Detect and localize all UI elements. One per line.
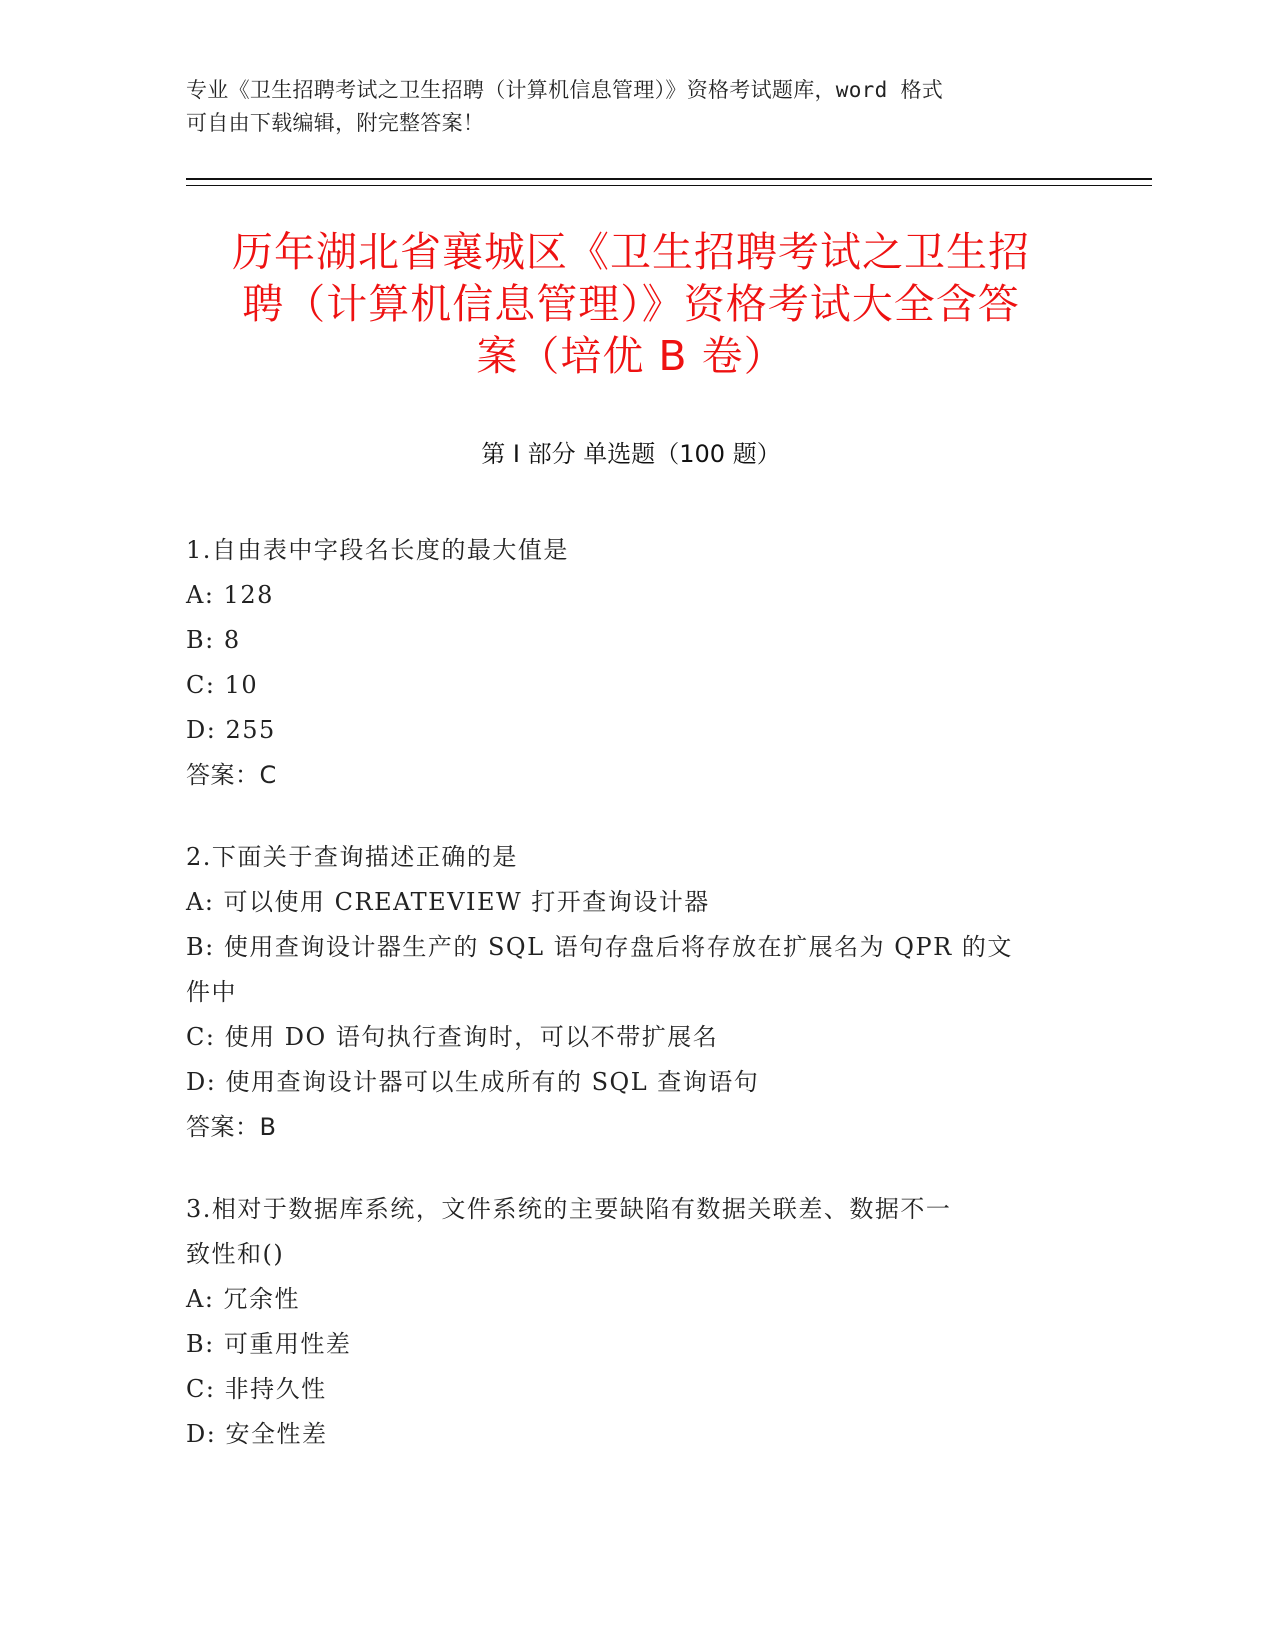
document-title (186, 226, 1076, 382)
option-a: A: 128 (186, 581, 274, 609)
document-title-line-2: 聘（计算机信息管理）》资格考试大全含答 (242, 280, 1020, 328)
question-stem: 3.相对于数据库系统，文件系统的主要缺陷有数据关联差、数据不一 (186, 1195, 952, 1223)
question-2 (186, 835, 1066, 1150)
option-d: D: 使用查询设计器可以生成所有的 SQL 查询语句 (186, 1068, 760, 1096)
option-b: B: 8 (186, 626, 241, 654)
header-note (186, 74, 1066, 140)
option-a: A: 冗余性 (186, 1285, 301, 1313)
option-c: C: 使用 DO 语句执行查询时，可以不带扩展名 (186, 1023, 719, 1051)
question-3 (186, 1187, 1066, 1457)
header-note-line-2: 可自由下载编辑，附完整答案！ (186, 111, 485, 135)
option-b: B: 可重用性差 (186, 1330, 352, 1358)
question-stem: 2.下面关于查询描述正确的是 (186, 843, 518, 871)
option-c: C: 非持久性 (186, 1375, 327, 1403)
document-title-line-1: 历年湖北省襄城区《卫生招聘考试之卫生招 (232, 228, 1030, 276)
header-divider-thin (186, 185, 1152, 186)
answer-label: 答案：C (186, 761, 277, 789)
header-note-line-1: 专业《卫生招聘考试之卫生招聘（计算机信息管理）》资格考试题库，word 格式 (186, 78, 944, 102)
section-title: 第 I 部分 单选题（100 题） (481, 440, 781, 468)
question-list (186, 528, 1066, 1494)
question-stem: 1.自由表中字段名长度的最大值是 (186, 536, 569, 564)
option-a: A: 可以使用 CREATEVIEW 打开查询设计器 (186, 888, 710, 916)
option-d: D: 255 (186, 716, 276, 744)
option-c: C: 10 (186, 671, 259, 699)
option-d: D: 安全性差 (186, 1420, 328, 1448)
answer-label: 答案：B (186, 1113, 277, 1141)
question-stem-continued: 致性和() (186, 1240, 285, 1268)
option-b-continued: 件中 (186, 978, 237, 1006)
option-b: B: 使用查询设计器生产的 SQL 语句存盘后将存放在扩展名为 QPR 的文 (186, 933, 1013, 961)
question-1 (186, 528, 1066, 798)
document-title-line-3: 案（培优 B 卷） (476, 332, 786, 380)
header-divider-thick (186, 178, 1152, 180)
